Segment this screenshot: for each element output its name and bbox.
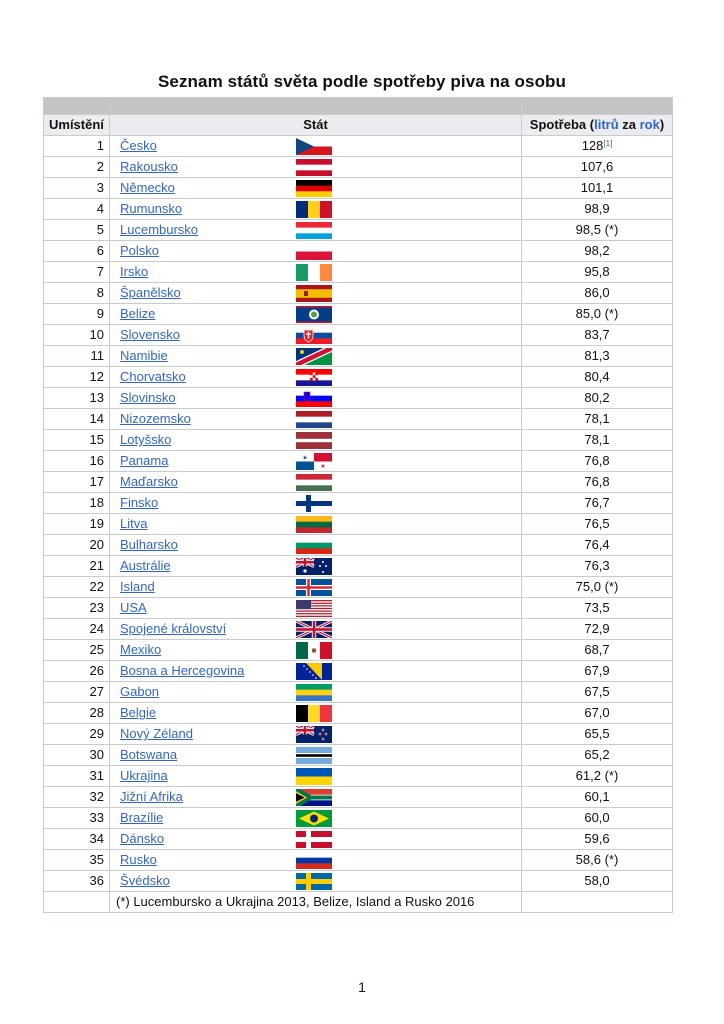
flag-at-icon xyxy=(296,159,332,176)
flag-lv-icon xyxy=(296,432,332,449)
rank-cell: 13 xyxy=(44,388,110,409)
state-cell xyxy=(110,661,522,682)
table-row xyxy=(44,640,673,661)
flag-se-icon xyxy=(296,873,332,890)
state-cell xyxy=(110,808,522,829)
state-cell xyxy=(110,325,522,346)
table-body xyxy=(44,136,673,892)
flag-is-icon xyxy=(296,579,332,596)
consumption-cell xyxy=(522,829,673,850)
state-cell xyxy=(110,430,522,451)
consumption-cell xyxy=(522,640,673,661)
state-cell xyxy=(110,514,522,535)
state-cell xyxy=(110,850,522,871)
rank-cell: 11 xyxy=(44,346,110,367)
rank-cell: 12 xyxy=(44,367,110,388)
consumption-value: 65,5 xyxy=(584,726,610,741)
flag-ro-icon xyxy=(296,201,332,218)
flag-es-icon xyxy=(296,285,332,302)
consumption-value: 78,1 xyxy=(584,411,610,426)
table-row xyxy=(44,241,673,262)
consumption-value: 101,1 xyxy=(580,180,614,195)
rank-cell: 7 xyxy=(44,262,110,283)
country-link[interactable]: Panama xyxy=(120,453,169,468)
state-cell xyxy=(110,493,522,514)
flag-na-icon xyxy=(296,348,332,365)
table-row xyxy=(44,346,673,367)
table-row xyxy=(44,724,673,745)
consumption-cell xyxy=(522,745,673,766)
state-cell xyxy=(110,682,522,703)
country-link[interactable]: Namibie xyxy=(120,348,168,363)
footnote: (*) Lucembursko a Ukrajina 2013, Belize, Island a Rusko 2016 xyxy=(110,892,522,913)
state-cell xyxy=(110,157,522,178)
consumption-header-prefix: Spotřeba ( xyxy=(529,117,595,132)
country-link[interactable]: USA xyxy=(120,600,147,615)
flag-ua-icon xyxy=(296,768,332,785)
consumption-cell xyxy=(522,367,673,388)
consumption-value: 98,9 xyxy=(584,201,610,216)
beer-consumption-table xyxy=(43,97,673,913)
rank-cell: 19 xyxy=(44,514,110,535)
consumption-cell xyxy=(522,241,673,262)
rank-cell: 35 xyxy=(44,850,110,871)
state-cell xyxy=(110,640,522,661)
table-row xyxy=(44,850,673,871)
country-link[interactable]: Lucembursko xyxy=(120,222,199,237)
consumption-cell xyxy=(522,787,673,808)
consumption-cell xyxy=(522,871,673,892)
rank-cell: 26 xyxy=(44,661,110,682)
consumption-value: 86,0 xyxy=(584,285,610,300)
rank-cell: 32 xyxy=(44,787,110,808)
consumption-cell xyxy=(522,472,673,493)
consumption-value: 58,6 (*) xyxy=(575,852,619,867)
table-row xyxy=(44,430,673,451)
rank-cell: 1 xyxy=(44,136,110,157)
rank-cell: 24 xyxy=(44,619,110,640)
state-cell xyxy=(110,577,522,598)
rank-cell: 6 xyxy=(44,241,110,262)
table-row xyxy=(44,682,673,703)
consumption-cell xyxy=(522,430,673,451)
country-link[interactable]: Bulharsko xyxy=(120,537,178,552)
country-link[interactable]: Ukrajina xyxy=(120,768,168,783)
state-cell xyxy=(110,367,522,388)
consumption-value: 75,0 (*) xyxy=(575,579,619,594)
table-row xyxy=(44,451,673,472)
rank-cell: 3 xyxy=(44,178,110,199)
rank-cell: 21 xyxy=(44,556,110,577)
consumption-cell xyxy=(522,220,673,241)
state-cell xyxy=(110,283,522,304)
rank-cell: 23 xyxy=(44,598,110,619)
consumption-cell xyxy=(522,766,673,787)
rank-cell: 27 xyxy=(44,682,110,703)
state-cell xyxy=(110,388,522,409)
country-link[interactable]: Rumunsko xyxy=(120,201,183,216)
rank-cell: 31 xyxy=(44,766,110,787)
country-link[interactable]: Česko xyxy=(120,138,157,153)
table-row xyxy=(44,262,673,283)
consumption-value: 80,4 xyxy=(584,369,610,384)
country-link[interactable]: Belize xyxy=(120,306,156,321)
consumption-cell xyxy=(522,577,673,598)
table-row xyxy=(44,766,673,787)
country-link[interactable]: Nizozemsko xyxy=(120,411,191,426)
rank-cell: 28 xyxy=(44,703,110,724)
table-row xyxy=(44,577,673,598)
column-header-rank[interactable]: Umístění xyxy=(44,115,110,136)
country-link[interactable]: Polsko xyxy=(120,243,160,258)
svg-text:★: ★ xyxy=(320,464,326,470)
consumption-cell xyxy=(522,850,673,871)
state-cell xyxy=(110,535,522,556)
flag-nl-icon xyxy=(296,411,332,428)
country-link[interactable]: Gabon xyxy=(120,684,160,699)
table-row xyxy=(44,367,673,388)
consumption-cell xyxy=(522,724,673,745)
consumption-header-mid: za xyxy=(618,117,640,132)
country-link[interactable]: Litva xyxy=(120,516,148,531)
consumption-cell xyxy=(522,598,673,619)
flag-hr-icon xyxy=(296,369,332,386)
rank-cell: 22 xyxy=(44,577,110,598)
flag-lu-icon xyxy=(296,222,332,239)
consumption-value: 85,0 (*) xyxy=(575,306,619,321)
consumption-cell xyxy=(522,493,673,514)
footnote-row xyxy=(44,892,673,913)
consumption-value: 76,5 xyxy=(584,516,610,531)
table-row xyxy=(44,556,673,577)
flag-nz-icon xyxy=(296,726,332,743)
flag-dk-icon xyxy=(296,831,332,848)
page-title: Seznam států světa podle spotřeby piva na osobu xyxy=(157,72,567,91)
rank-cell: 4 xyxy=(44,199,110,220)
country-link[interactable]: Bosna a Hercegovina xyxy=(120,663,245,678)
rank-cell: 16 xyxy=(44,451,110,472)
consumption-value: 67,0 xyxy=(584,705,610,720)
table-row xyxy=(44,871,673,892)
flag-bg-icon xyxy=(296,537,332,554)
rank-cell: 25 xyxy=(44,640,110,661)
table-row xyxy=(44,325,673,346)
consumption-value: 72,9 xyxy=(584,621,610,636)
consumption-cell xyxy=(522,556,673,577)
state-cell xyxy=(110,472,522,493)
consumption-cell xyxy=(522,157,673,178)
table-row xyxy=(44,829,673,850)
flag-si-icon xyxy=(296,390,332,407)
state-cell xyxy=(110,220,522,241)
flag-hu-icon xyxy=(296,474,332,491)
country-link[interactable]: Španělsko xyxy=(120,285,181,300)
state-cell xyxy=(110,703,522,724)
rank-cell: 34 xyxy=(44,829,110,850)
consumption-cell xyxy=(522,661,673,682)
consumption-cell xyxy=(522,262,673,283)
country-link[interactable]: Slovinsko xyxy=(120,390,176,405)
rank-cell: 5 xyxy=(44,220,110,241)
state-cell xyxy=(110,346,522,367)
flag-ba-icon xyxy=(296,663,332,680)
consumption-cell xyxy=(522,808,673,829)
consumption-header-suffix: ) xyxy=(659,117,665,132)
consumption-value: 60,1 xyxy=(584,789,610,804)
consumption-value: 76,3 xyxy=(584,558,610,573)
state-cell xyxy=(110,241,522,262)
table-row xyxy=(44,472,673,493)
country-link[interactable]: Chorvatsko xyxy=(120,369,186,384)
rank-cell: 20 xyxy=(44,535,110,556)
table-row xyxy=(44,598,673,619)
consumption-value: 73,5 xyxy=(584,600,610,615)
flag-sk-icon xyxy=(296,327,332,344)
column-header-state[interactable]: Stát xyxy=(110,115,522,136)
consumption-value: 81,3 xyxy=(584,348,610,363)
consumption-value: 128 xyxy=(581,138,604,153)
country-link[interactable]: Botswana xyxy=(120,747,178,762)
rank-cell: 36 xyxy=(44,871,110,892)
state-cell xyxy=(110,766,522,787)
country-link[interactable]: Brazílie xyxy=(120,810,164,825)
country-link[interactable]: Mexiko xyxy=(120,642,162,657)
column-header-consumption[interactable] xyxy=(522,115,673,136)
flag-mx-icon xyxy=(296,642,332,659)
table-row xyxy=(44,136,673,157)
flag-au-icon xyxy=(296,558,332,575)
country-link[interactable]: Belgie xyxy=(120,705,157,720)
flag-lt-icon xyxy=(296,516,332,533)
consumption-value: 59,6 xyxy=(584,831,610,846)
country-link[interactable]: Jižní Afrika xyxy=(120,789,183,804)
consumption-cell xyxy=(522,304,673,325)
consumption-value: 65,2 xyxy=(584,747,610,762)
flag-us-icon xyxy=(296,600,332,617)
table-row xyxy=(44,157,673,178)
flag-cz-icon xyxy=(296,138,332,155)
state-cell xyxy=(110,829,522,850)
reference-link[interactable]: [1] xyxy=(603,139,613,148)
rank-cell: 14 xyxy=(44,409,110,430)
table-row xyxy=(44,703,673,724)
consumption-value: 76,4 xyxy=(584,537,610,552)
flag-pa-icon xyxy=(296,453,332,470)
consumption-value: 98,5 (*) xyxy=(575,222,619,237)
table-row xyxy=(44,535,673,556)
consumption-value: 68,7 xyxy=(584,642,610,657)
table-row xyxy=(44,304,673,325)
consumption-value: 76,7 xyxy=(584,495,610,510)
consumption-cell xyxy=(522,283,673,304)
page-number: 1 xyxy=(358,979,366,995)
country-link[interactable]: Nový Zéland xyxy=(120,726,193,741)
country-link[interactable]: Lotyšsko xyxy=(120,432,172,447)
state-cell xyxy=(110,871,522,892)
consumption-cell xyxy=(522,451,673,472)
state-cell xyxy=(110,619,522,640)
table-top-bar xyxy=(44,98,673,115)
rank-cell: 30 xyxy=(44,745,110,766)
consumption-cell xyxy=(522,325,673,346)
year-link[interactable]: rok xyxy=(639,117,660,132)
state-cell xyxy=(110,304,522,325)
consumption-cell xyxy=(522,535,673,556)
rank-cell: 33 xyxy=(44,808,110,829)
state-cell xyxy=(110,745,522,766)
flag-fi-icon xyxy=(296,495,332,512)
flag-ru-icon xyxy=(296,852,332,869)
state-cell xyxy=(110,556,522,577)
flag-pl-icon xyxy=(296,243,332,260)
country-link[interactable]: Rusko xyxy=(120,852,157,867)
country-link[interactable]: Dánsko xyxy=(120,831,165,846)
consumption-cell xyxy=(522,388,673,409)
flag-ga-icon xyxy=(296,684,332,701)
country-link[interactable]: Spojené království xyxy=(120,621,227,636)
consumption-cell xyxy=(522,409,673,430)
consumption-value: 107,6 xyxy=(580,159,614,174)
table-row xyxy=(44,199,673,220)
consumption-cell xyxy=(522,136,673,157)
country-link[interactable]: Rakousko xyxy=(120,159,178,174)
consumption-value: 67,5 xyxy=(584,684,610,699)
flag-bw-icon xyxy=(296,747,332,764)
consumption-value: 61,2 (*) xyxy=(575,768,619,783)
country-link[interactable]: Austrálie xyxy=(120,558,171,573)
state-cell xyxy=(110,451,522,472)
consumption-cell xyxy=(522,199,673,220)
consumption-cell xyxy=(522,703,673,724)
table-row xyxy=(44,619,673,640)
consumption-value: 98,2 xyxy=(584,243,610,258)
table-row xyxy=(44,220,673,241)
table-row xyxy=(44,409,673,430)
table-row xyxy=(44,745,673,766)
state-cell xyxy=(110,199,522,220)
consumption-cell xyxy=(522,178,673,199)
consumption-value: 76,8 xyxy=(584,453,610,468)
consumption-value: 80,2 xyxy=(584,390,610,405)
table-row xyxy=(44,661,673,682)
flag-za-icon xyxy=(296,789,332,806)
table-row xyxy=(44,493,673,514)
table-row xyxy=(44,787,673,808)
consumption-value: 58,0 xyxy=(584,873,610,888)
country-link[interactable]: Island xyxy=(120,579,155,594)
state-cell xyxy=(110,136,522,157)
country-link[interactable]: Švédsko xyxy=(120,873,170,888)
rank-cell: 2 xyxy=(44,157,110,178)
country-link[interactable]: Finsko xyxy=(120,495,159,510)
table-row xyxy=(44,178,673,199)
flag-bz-icon xyxy=(296,306,332,323)
litres-link[interactable]: litrů xyxy=(594,117,619,132)
consumption-value: 83,7 xyxy=(584,327,610,342)
consumption-cell xyxy=(522,619,673,640)
rank-cell: 17 xyxy=(44,472,110,493)
rank-cell: 8 xyxy=(44,283,110,304)
rank-cell: 10 xyxy=(44,325,110,346)
table-row xyxy=(44,808,673,829)
table-row xyxy=(44,283,673,304)
country-link[interactable]: Irsko xyxy=(120,264,149,279)
flag-de-icon xyxy=(296,180,332,197)
rank-cell: 15 xyxy=(44,430,110,451)
consumption-value: 60,0 xyxy=(584,810,610,825)
flag-ie-icon xyxy=(296,264,332,281)
state-cell xyxy=(110,598,522,619)
country-link[interactable]: Slovensko xyxy=(120,327,180,342)
consumption-cell xyxy=(522,346,673,367)
table-row xyxy=(44,388,673,409)
consumption-value: 67,9 xyxy=(584,663,610,678)
flag-be-icon xyxy=(296,705,332,722)
state-cell xyxy=(110,262,522,283)
table-header-row xyxy=(44,115,673,136)
consumption-cell xyxy=(522,682,673,703)
flag-br-icon xyxy=(296,810,332,827)
svg-text:★: ★ xyxy=(302,455,308,462)
rank-cell: 18 xyxy=(44,493,110,514)
table-row xyxy=(44,514,673,535)
country-link[interactable]: Maďarsko xyxy=(120,474,178,489)
rank-cell: 29 xyxy=(44,724,110,745)
state-cell xyxy=(110,787,522,808)
consumption-value: 78,1 xyxy=(584,432,610,447)
flag-gb-icon xyxy=(296,621,332,638)
rank-cell: 9 xyxy=(44,304,110,325)
state-cell xyxy=(110,409,522,430)
state-cell xyxy=(110,724,522,745)
consumption-value: 76,8 xyxy=(584,474,610,489)
country-link[interactable]: Německo xyxy=(120,180,175,195)
state-cell xyxy=(110,178,522,199)
consumption-value: 95,8 xyxy=(584,264,610,279)
consumption-cell xyxy=(522,514,673,535)
